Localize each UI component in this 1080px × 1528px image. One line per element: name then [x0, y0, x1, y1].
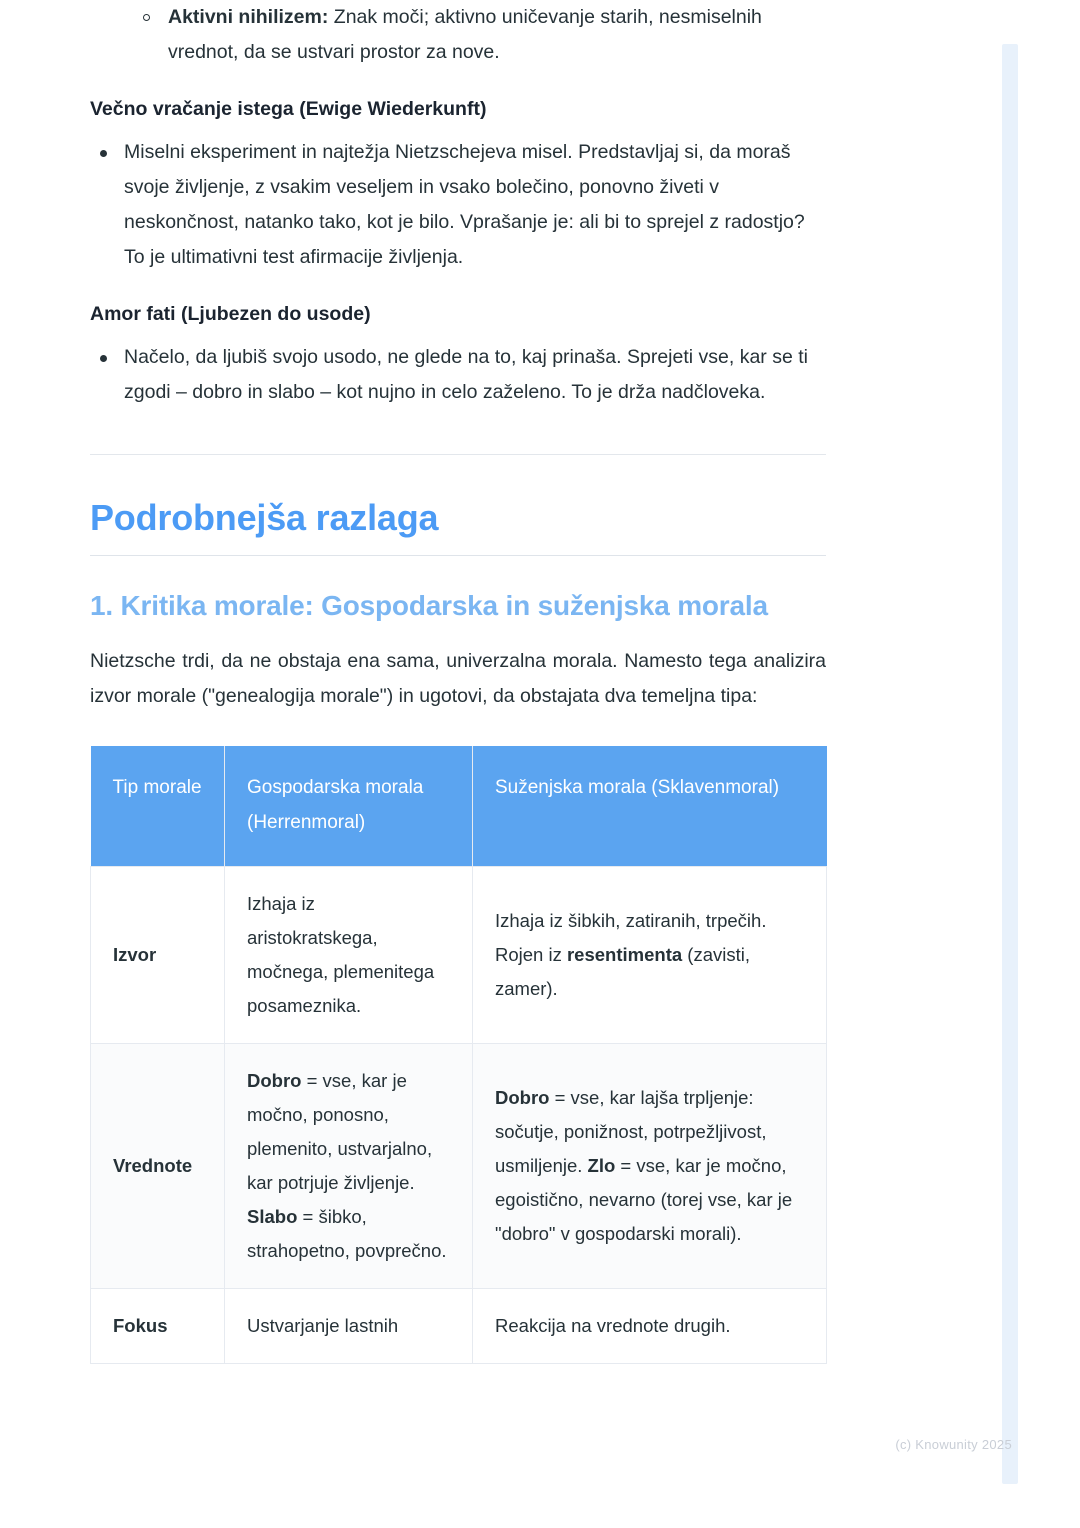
- page-title: Podrobnejša razlaga: [90, 497, 439, 538]
- document-content: [90, 0, 826, 1364]
- cell-emphasis-evil: Zlo: [587, 1155, 616, 1176]
- cell-emphasis: resentimenta: [566, 944, 683, 965]
- table-cell-slave: [473, 1044, 827, 1289]
- sub-bullet-list: [90, 0, 826, 70]
- table-row: [91, 1289, 827, 1364]
- cell-text-tail: (zavisti, zamer).: [495, 944, 750, 999]
- title-underline: [90, 555, 826, 556]
- table-cell-slave: [473, 867, 827, 1044]
- bullet-list-amor-fati: [90, 340, 826, 410]
- table-row: [91, 1044, 827, 1289]
- list-item: [134, 0, 826, 70]
- table-header-row: [91, 746, 827, 867]
- cell-text-evil: = vse, kar je močno, egoistično, nevarno (torej vse, kar je "dobro" v gospodarski morali).: [495, 1155, 793, 1244]
- section-divider: [90, 454, 826, 455]
- sub-bullet-text: Znak moči; aktivno uničevanje starih, nesmiselnih vrednot, da se ustvari prostor za nove.: [168, 6, 762, 63]
- table-header: [91, 746, 827, 867]
- intro-paragraph: Nietzsche trdi, da ne obstaja ena sama, univerzalna morala. Namesto tega analizira izvor morale ("genealogija morale") in ugotovi, da obstajata dva temeljna tipa:: [90, 650, 826, 707]
- cell-emphasis-good: Dobro: [495, 1087, 550, 1108]
- heading-eternal-return: Večno vračanje istega (Ewige Wiederkunft): [90, 98, 487, 120]
- table-header-cell-type: Tip morale: [91, 746, 225, 867]
- list-item: Načelo, da ljubiš svojo usodo, ne glede na to, kaj prinaša. Sprejeti vse, kar se ti zgodi – dobro in slabo – kot nujno in celo zaželeno. To je drža nadčloveka.: [90, 340, 826, 410]
- cell-text-good: = vse, kar je močno, ponosno, plemenito, ustvarjalno, kar potrjuje življenje.: [247, 1070, 433, 1193]
- table-body: [91, 867, 827, 1364]
- table-header-cell-master: Gospodarska morala (Herrenmoral): [225, 746, 473, 867]
- table-cell-master: Izhaja iz aristokratskega, močnega, plemenitega posameznika.: [225, 867, 473, 1044]
- watermark: (c) Knowunity 2025: [895, 1437, 1012, 1452]
- table-header-cell-slave: Suženjska morala (Sklavenmoral): [473, 746, 827, 867]
- list-item: Miselni eksperiment in najtežja Nietzschejeva misel. Predstavljaj si, da moraš svoje življenje, z vsakim veseljem in vsako bolečino, ponovno živeti v neskončnost, natanko tako, kot je bilo. Vprašanje je: ali bi to sprejel z radostjo? To je ultimativni test afirmacije življenja.: [90, 135, 826, 275]
- table-cell-master: [225, 1044, 473, 1289]
- table-row-label: Vrednote: [91, 1044, 225, 1289]
- cell-text-bad: = šibko, strahopetno, povprečno.: [247, 1206, 447, 1261]
- table-cell-slave: Reakcija na vrednote drugih.: [473, 1289, 827, 1364]
- heading-amor-fati: Amor fati (Ljubezen do usode): [90, 303, 371, 325]
- bullet-list-eternal-return: [90, 135, 826, 275]
- cell-emphasis-bad: Slabo: [247, 1206, 298, 1227]
- cell-emphasis-good: Dobro: [247, 1070, 302, 1091]
- cell-text-good: = vse, kar lajša trpljenje: sočutje, ponižnost, potrpežljivost, usmiljenje.: [495, 1087, 767, 1176]
- table-row: [91, 867, 827, 1044]
- table-row-label: Fokus: [91, 1289, 225, 1364]
- subsection-title: 1. Kritika morale: Gospodarska in suženjska morala: [90, 590, 768, 621]
- scrollbar-track[interactable]: [1002, 44, 1018, 1484]
- morality-comparison-table: [90, 746, 827, 1364]
- table-row-label: Izvor: [91, 867, 225, 1044]
- sub-bullet-label: Aktivni nihilizem:: [168, 6, 329, 28]
- table-cell-master: Ustvarjanje lastnih: [225, 1289, 473, 1364]
- cell-text: Izhaja iz šibkih, zatiranih, trpečih. Rojen iz: [495, 910, 767, 965]
